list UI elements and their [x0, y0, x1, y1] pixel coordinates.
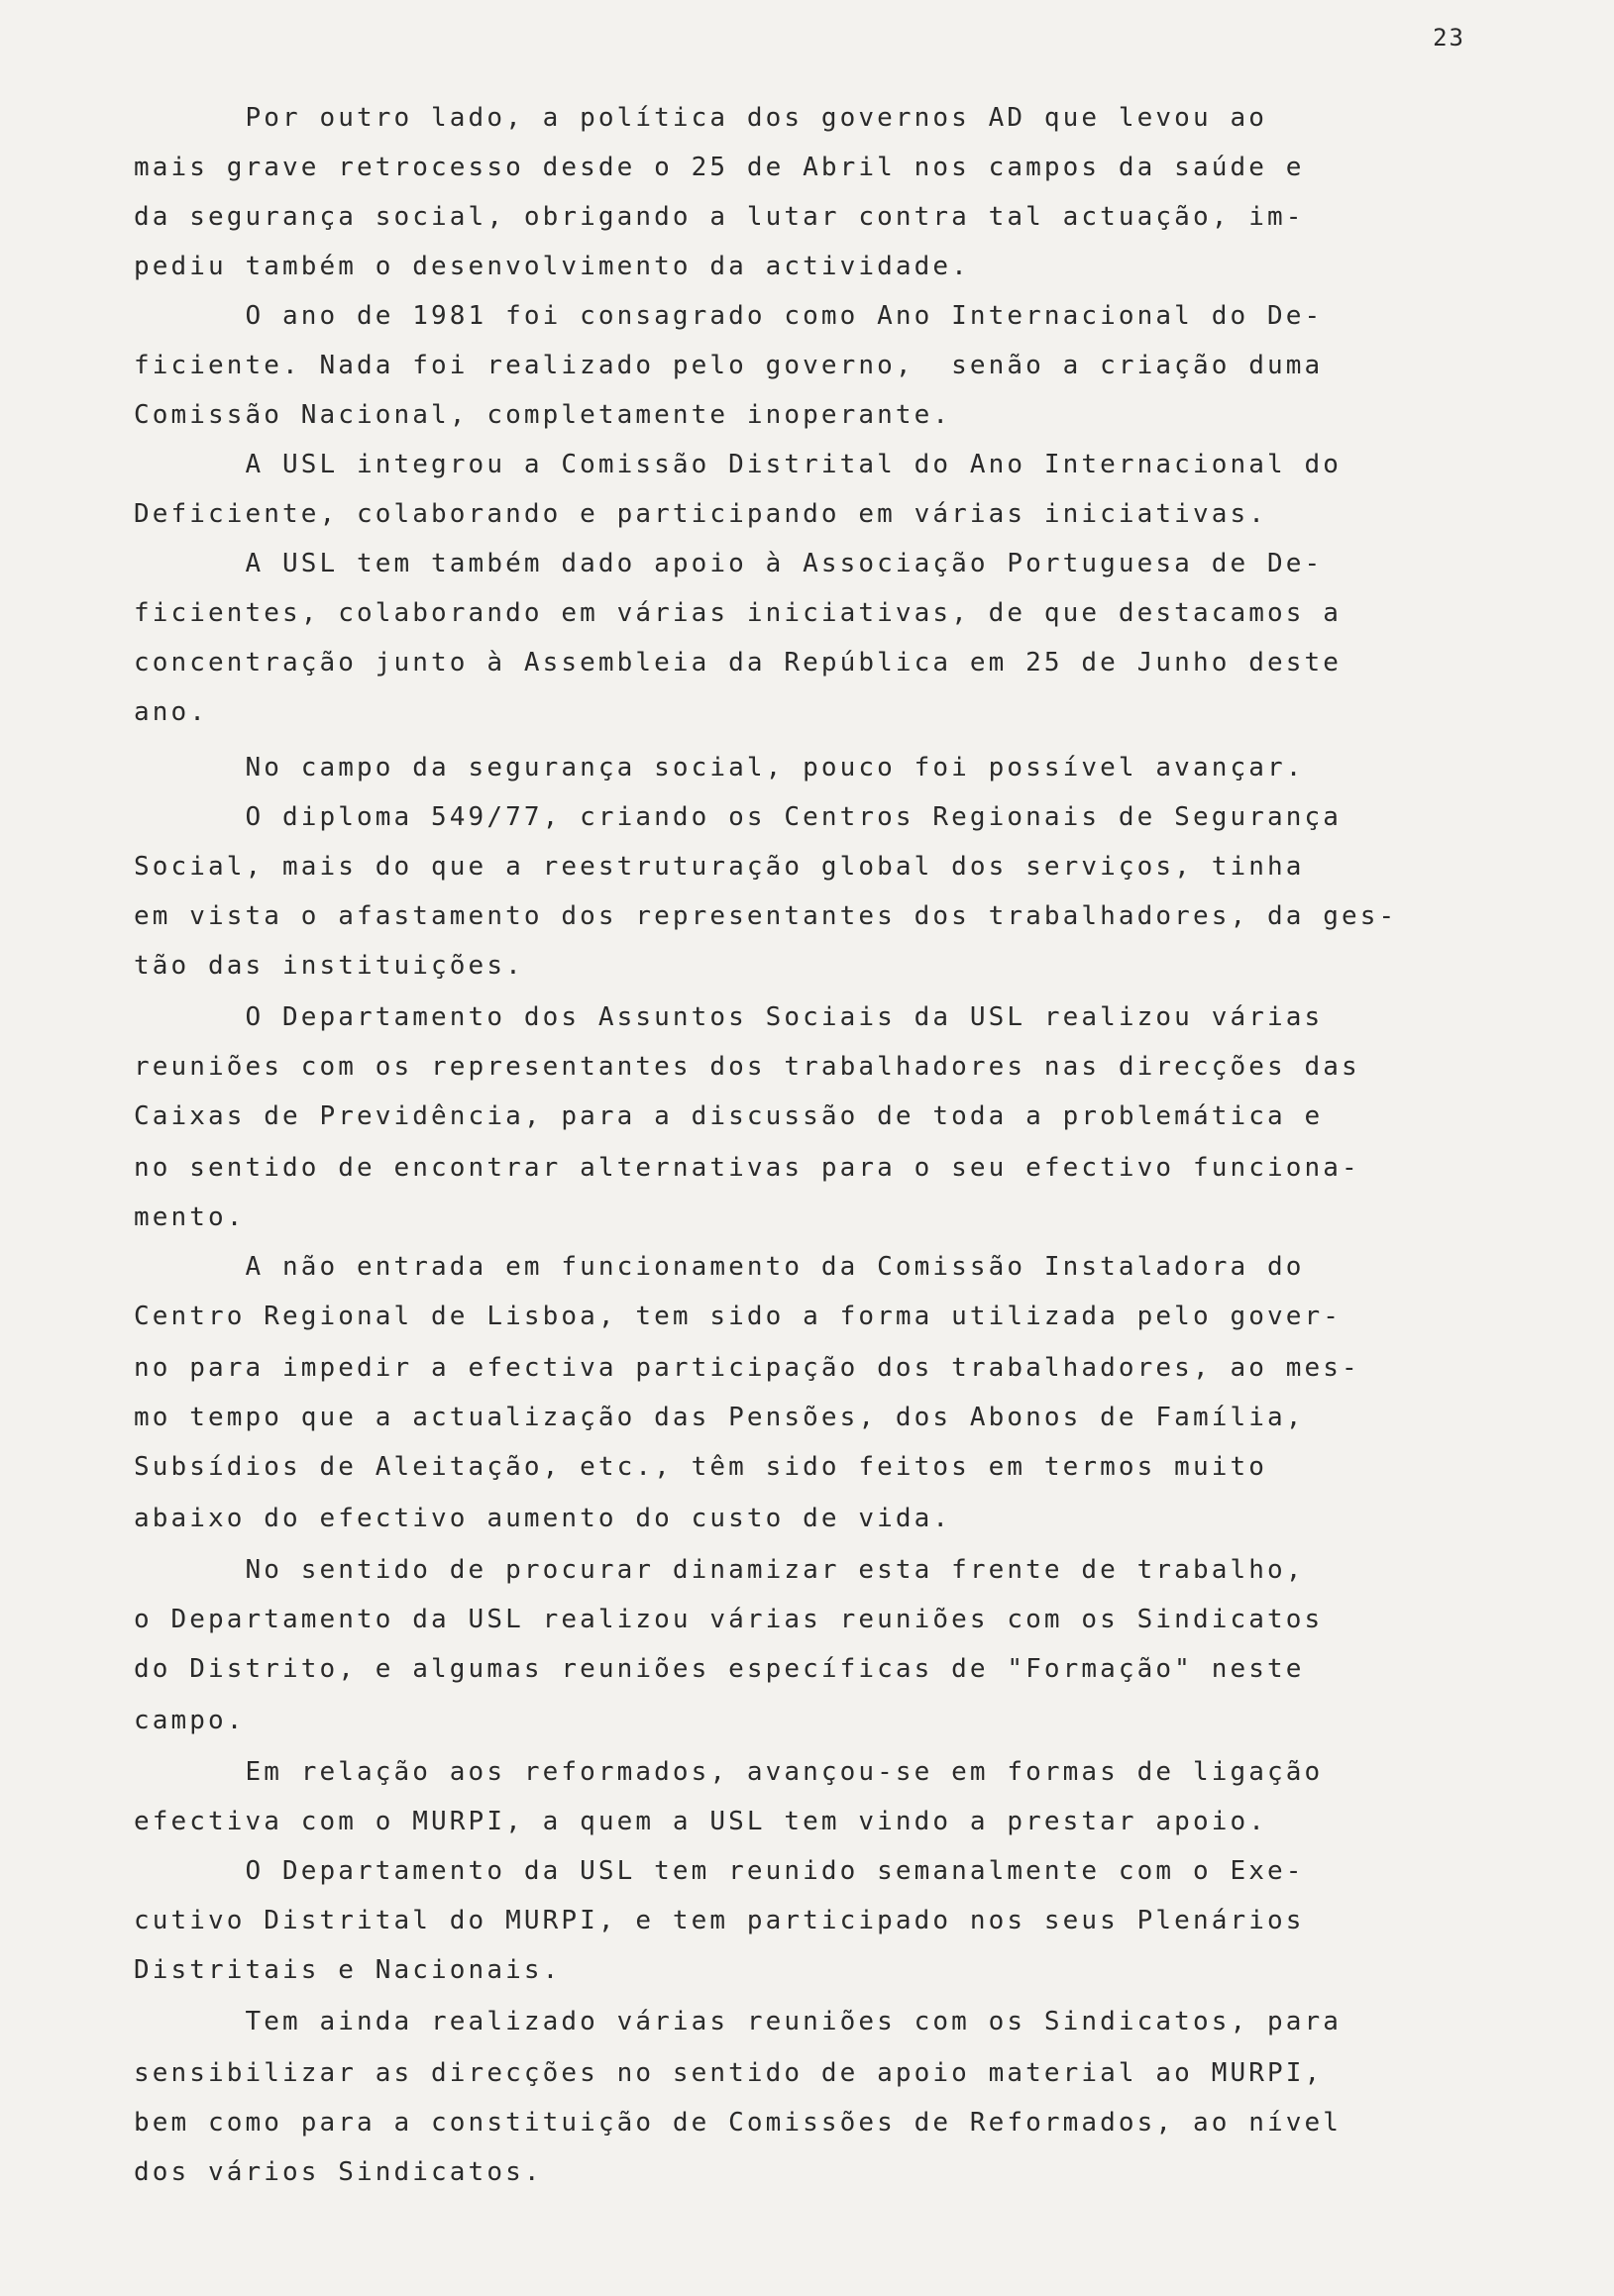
text-line: abaixo do efectivo aumento do custo de vida.: [134, 1504, 952, 1533]
text-line: No sentido de procurar dinamizar esta frente de trabalho,: [134, 1555, 1305, 1585]
text-line: Subsídios de Aleitação, etc., têm sido feitos em termos muito: [134, 1452, 1267, 1482]
text-line: mento.: [134, 1202, 246, 1232]
text-line: A não entrada em funcionamento da Comissão Instaladora do: [134, 1252, 1305, 1282]
text-line: Tem ainda realizado várias reuniões com os Sindicatos, para: [134, 2007, 1342, 2036]
text-line: ficiente. Nada foi realizado pelo governo, senão a criação duma: [134, 351, 1324, 380]
text-line: Comissão Nacional, completamente inoperante.: [134, 400, 952, 430]
text-line: A USL tem também dado apoio à Associação Portuguesa de De-: [134, 549, 1324, 578]
text-line: tão das instituições.: [134, 951, 524, 981]
text-line: Centro Regional de Lisboa, tem sido a forma utilizada pelo gover-: [134, 1302, 1342, 1331]
text-line: campo.: [134, 1706, 246, 1735]
text-line: Distritais e Nacionais.: [134, 1955, 562, 1985]
text-line: em vista o afastamento dos representantes dos trabalhadores, da ges-: [134, 901, 1398, 931]
text-line: No campo da segurança social, pouco foi possível avançar.: [134, 753, 1305, 783]
text-line: bem como para a constituição de Comissões de Reformados, ao nível: [134, 2108, 1342, 2138]
text-line: pediu também o desenvolvimento da actividade.: [134, 252, 970, 281]
text-line: do Distrito, e algumas reuniões específicas de "Formação" neste: [134, 1654, 1305, 1684]
text-line: Em relação aos reformados, avançou-se em formas de ligação: [134, 1757, 1324, 1787]
text-line: o Departamento da USL realizou várias reuniões com os Sindicatos: [134, 1605, 1324, 1634]
text-line: Caixas de Previdência, para a discussão de toda a problemática e: [134, 1101, 1324, 1131]
text-line: Social, mais do que a reestruturação global dos serviços, tinha: [134, 852, 1305, 882]
text-line: mais grave retrocesso desde o 25 de Abril nos campos da saúde e: [134, 153, 1305, 182]
text-line: sensibilizar as direcções no sentido de apoio material ao MURPI,: [134, 2058, 1324, 2088]
page-number: 23: [1433, 24, 1465, 52]
text-line: mo tempo que a actualização das Pensões, dos Abonos de Família,: [134, 1403, 1305, 1432]
text-line: ficientes, colaborando em várias iniciativas, de que destacamos a: [134, 598, 1342, 628]
text-line: no sentido de encontrar alternativas para o seu efectivo funciona-: [134, 1153, 1360, 1183]
text-line: A USL integrou a Comissão Distrital do Ano Internacional do: [134, 450, 1342, 479]
text-line: O ano de 1981 foi consagrado como Ano Internacional do De-: [134, 301, 1324, 331]
text-line: Por outro lado, a política dos governos AD que levou ao: [134, 103, 1267, 133]
text-line: O diploma 549/77, criando os Centros Regionais de Segurança: [134, 802, 1342, 832]
text-line: O Departamento dos Assuntos Sociais da USL realizou várias: [134, 1002, 1324, 1032]
text-line: Deficiente, colaborando e participando em várias iniciativas.: [134, 499, 1267, 529]
text-line: da segurança social, obrigando a lutar contra tal actuação, im-: [134, 202, 1305, 232]
text-line: concentração junto à Assembleia da República em 25 de Junho deste: [134, 648, 1342, 678]
text-line: cutivo Distrital do MURPI, e tem participado nos seus Plenários: [134, 1906, 1305, 1935]
text-line: ano.: [134, 697, 209, 727]
text-line: O Departamento da USL tem reunido semanalmente com o Exe-: [134, 1856, 1305, 1886]
text-line: efectiva com o MURPI, a quem a USL tem vindo a prestar apoio.: [134, 1807, 1267, 1836]
text-line: dos vários Sindicatos.: [134, 2157, 543, 2187]
text-line: reuniões com os representantes dos trabalhadores nas direcções das: [134, 1052, 1360, 1082]
text-line: no para impedir a efectiva participação dos trabalhadores, ao mes-: [134, 1353, 1360, 1383]
